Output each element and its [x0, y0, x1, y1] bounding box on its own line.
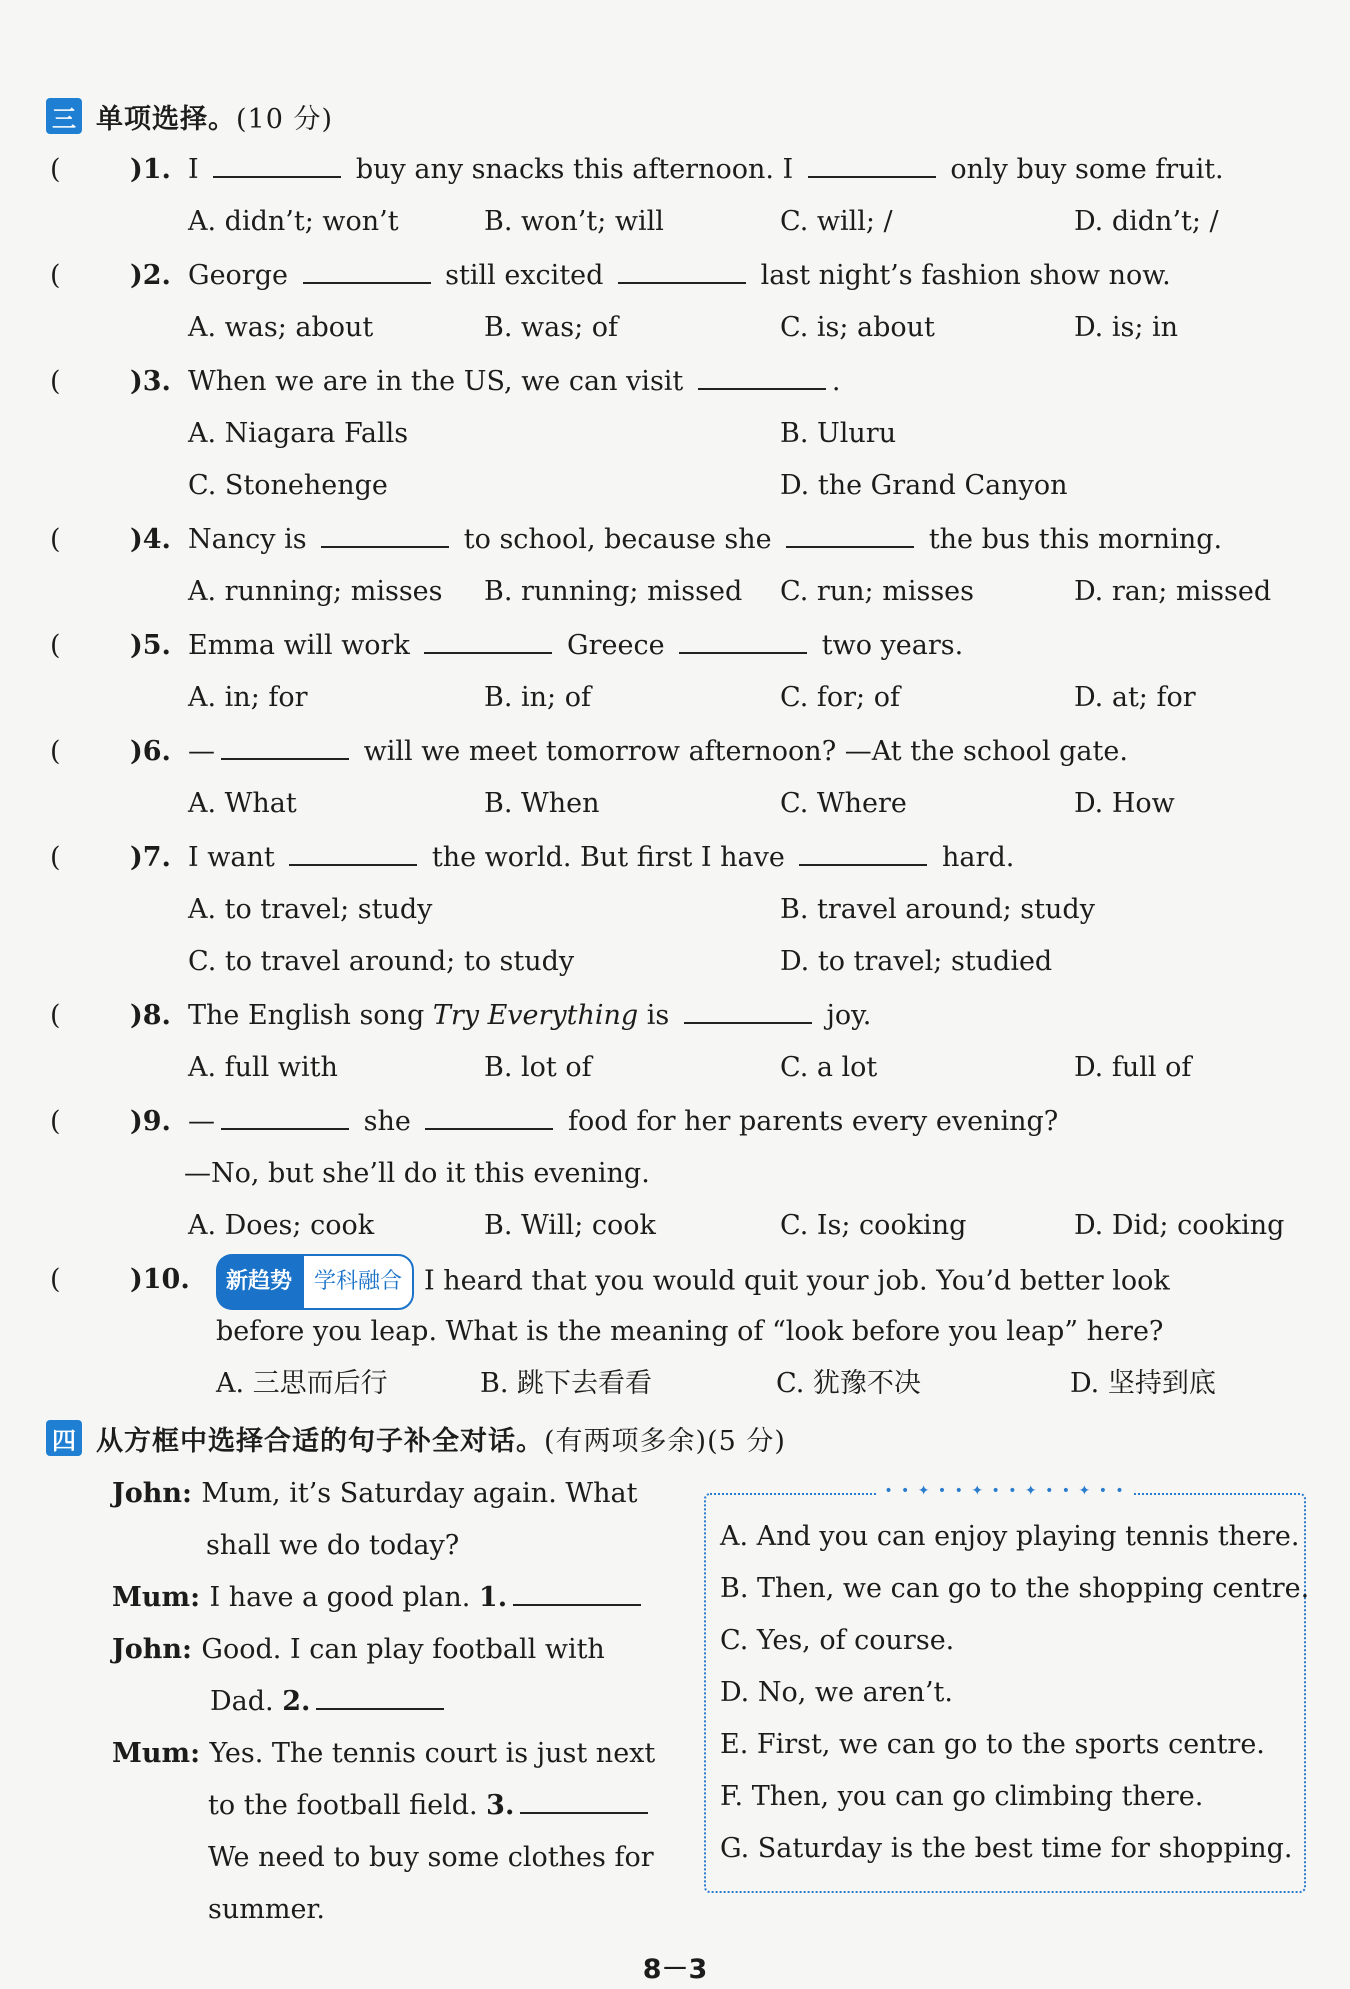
option-d[interactable]: D. 坚持到底	[1070, 1368, 1216, 1399]
answer-blank-1[interactable]	[513, 1582, 641, 1606]
question-3-options-row2	[188, 460, 1318, 512]
answer-blank[interactable]	[684, 1000, 812, 1024]
option-d[interactable]: D. didn’t; /	[1074, 206, 1219, 237]
option-b[interactable]: B. Uluru	[780, 418, 897, 449]
choice-e[interactable]: E. First, we can go to the sports centre.	[720, 1729, 1265, 1760]
answer-blank[interactable]	[303, 260, 431, 284]
dialogue-line: shall we do today?	[206, 1530, 460, 1561]
option-d[interactable]: D. full of	[1074, 1052, 1192, 1083]
question-3: ( )3. When we are in the US, we can visit .	[50, 356, 1320, 408]
question-number: )3.	[130, 366, 171, 397]
option-d[interactable]: D. Did; cooking	[1074, 1210, 1285, 1241]
option-c[interactable]: C. to travel around; to study	[188, 946, 575, 977]
answer-blank-3[interactable]	[520, 1790, 648, 1814]
section-4-score: (有两项多余)(5 分)	[544, 1425, 786, 1457]
option-d[interactable]: D. How	[1074, 788, 1175, 819]
question-number: )9.	[130, 1106, 171, 1137]
option-a[interactable]: A. Niagara Falls	[188, 418, 409, 449]
choice-f[interactable]: F. Then, you can go climbing there.	[720, 1781, 1204, 1812]
dialogue-line: Mum: Yes. The tennis court is just next	[112, 1738, 656, 1769]
option-d[interactable]: D. is; in	[1074, 312, 1179, 343]
option-b[interactable]: B. was; of	[484, 312, 618, 343]
option-c[interactable]: C. is; about	[780, 312, 935, 343]
question-10: ( )10. 新趋势 学科融合 I heard that you would quit your job. You’d better look	[50, 1254, 1320, 1306]
question-number: )6.	[130, 736, 171, 767]
dialogue-line: to the football field. 3.	[208, 1780, 654, 1832]
question-9-reply: —No, but she’ll do it this evening.	[184, 1158, 650, 1189]
question-1-options	[188, 196, 1318, 248]
dialogue-line: Mum: I have a good plan. 1.	[112, 1572, 647, 1624]
answer-blank[interactable]	[786, 524, 914, 548]
question-8-options	[188, 1042, 1318, 1094]
question-10-line2: before you leap. What is the meaning of “look before you leap” here?	[216, 1316, 1164, 1347]
box-decoration: • • ✦ • • ✦ • • ✦ • • ✦ • •	[706, 1483, 1304, 1499]
option-a[interactable]: A. was; about	[188, 312, 374, 343]
question-10-options	[216, 1358, 1316, 1410]
question-7-options-row1	[188, 884, 1318, 936]
question-6-options	[188, 778, 1318, 830]
question-7-options-row2	[188, 936, 1318, 988]
option-a[interactable]: A. to travel; study	[188, 894, 433, 925]
question-number: )10.	[130, 1264, 190, 1295]
option-c[interactable]: C. Stonehenge	[188, 470, 388, 501]
option-d[interactable]: D. at; for	[1074, 682, 1196, 713]
section-3-badge: 三	[46, 98, 82, 134]
trend-tag-label: 新趋势	[216, 1254, 302, 1310]
question-8: ( )8. The English song Try Everything is joy.	[50, 990, 1320, 1042]
dialogue-line: summer.	[208, 1894, 325, 1925]
speaker-mum: Mum:	[112, 1738, 210, 1769]
section-4-heading	[46, 1418, 786, 1458]
dialogue-line: John: Good. I can play football with	[112, 1634, 605, 1665]
answer-blank[interactable]	[221, 736, 349, 760]
question-number: )2.	[130, 260, 171, 291]
option-b[interactable]: B. 跳下去看看	[480, 1368, 653, 1399]
option-c[interactable]: C. Where	[780, 788, 907, 819]
option-a[interactable]: A. What	[188, 788, 297, 819]
option-a[interactable]: A. didn’t; won’t	[188, 206, 399, 237]
dialogue-line: John: Mum, it’s Saturday again. What	[112, 1478, 638, 1509]
dialogue-line: We need to buy some clothes for	[208, 1842, 654, 1873]
page-number: 8－3	[642, 1954, 708, 1985]
choice-box	[704, 1483, 1310, 1893]
option-c[interactable]: C. will; /	[780, 206, 893, 237]
answer-blank[interactable]	[679, 630, 807, 654]
choice-g[interactable]: G. Saturday is the best time for shopping.	[720, 1833, 1293, 1864]
section-4-badge: 四	[46, 1420, 82, 1456]
answer-blank[interactable]	[289, 842, 417, 866]
answer-blank[interactable]	[213, 154, 341, 178]
question-number: )4.	[130, 524, 171, 555]
question-1: ( )1. I buy any snacks this afternoon. I only buy some fruit.	[50, 144, 1320, 196]
option-d[interactable]: D. the Grand Canyon	[780, 470, 1068, 501]
choice-d[interactable]: D. No, we aren’t.	[720, 1677, 953, 1708]
question-6: ( )6. — will we meet tomorrow afternoon? —At the school gate.	[50, 726, 1320, 778]
option-a[interactable]: A. running; misses	[188, 576, 443, 607]
question-5: ( )5. Emma will work Greece two years.	[50, 620, 1320, 672]
question-9-options	[188, 1200, 1318, 1252]
subject-tag-label: 学科融合	[302, 1254, 414, 1310]
question-9: ( )9. — she food for her parents every evening?	[50, 1096, 1320, 1148]
answer-blank[interactable]	[424, 630, 552, 654]
option-a[interactable]: A. Does; cook	[188, 1210, 375, 1241]
option-b[interactable]: B. running; missed	[484, 576, 743, 607]
option-a[interactable]: A. in; for	[188, 682, 308, 713]
choice-c[interactable]: C. Yes, of course.	[720, 1625, 955, 1656]
trend-tag	[216, 1254, 414, 1310]
choice-a[interactable]: A. And you can enjoy playing tennis there.	[720, 1521, 1300, 1552]
question-number: )8.	[130, 1000, 171, 1031]
choice-b[interactable]: B. Then, we can go to the shopping centre.	[720, 1573, 1310, 1604]
question-number: )1.	[130, 154, 171, 185]
option-c[interactable]: C. a lot	[780, 1052, 878, 1083]
question-5-options	[188, 672, 1318, 724]
option-c[interactable]: C. 犹豫不决	[776, 1368, 921, 1399]
answer-blank[interactable]	[698, 366, 826, 390]
speaker-john: John:	[112, 1634, 202, 1665]
option-c[interactable]: C. for; of	[780, 682, 900, 713]
question-2: ( )2. George still excited last night’s fashion show now.	[50, 250, 1320, 302]
answer-blank[interactable]	[425, 1106, 553, 1130]
answer-blank[interactable]	[618, 260, 746, 284]
option-b[interactable]: B. in; of	[484, 682, 591, 713]
answer-blank-2[interactable]	[316, 1686, 444, 1710]
option-b[interactable]: B. Will; cook	[484, 1210, 656, 1241]
section-4-title: 从方框中选择合适的句子补全对话。	[96, 1425, 544, 1457]
section-3-title: 单项选择。	[96, 103, 236, 135]
option-c[interactable]: C. Is; cooking	[780, 1210, 967, 1241]
question-7: ( )7. I want the world. But first I have hard.	[50, 832, 1320, 884]
section-3-score: (10 分)	[236, 103, 334, 135]
option-b[interactable]: B. lot of	[484, 1052, 592, 1083]
option-a[interactable]: A. 三思而后行	[216, 1368, 388, 1399]
song-title: Try Everything	[432, 1000, 639, 1031]
answer-blank[interactable]	[808, 154, 936, 178]
option-d[interactable]: D. ran; missed	[1074, 576, 1272, 607]
answer-blank[interactable]	[799, 842, 927, 866]
option-b[interactable]: B. travel around; study	[780, 894, 1095, 925]
dialogue-line: Dad. 2.	[210, 1676, 450, 1728]
question-4: ( )4. Nancy is to school, because she the bus this morning.	[50, 514, 1320, 566]
option-b[interactable]: B. When	[484, 788, 600, 819]
question-3-options-row1	[188, 408, 1318, 460]
answer-blank[interactable]	[321, 524, 449, 548]
speaker-john: John:	[112, 1478, 202, 1509]
option-a[interactable]: A. full with	[188, 1052, 338, 1083]
section-3-heading	[46, 96, 333, 136]
question-2-options	[188, 302, 1318, 354]
option-d[interactable]: D. to travel; studied	[780, 946, 1053, 977]
speaker-mum: Mum:	[112, 1582, 210, 1613]
question-4-options	[188, 566, 1318, 618]
question-number: )7.	[130, 842, 171, 873]
option-c[interactable]: C. run; misses	[780, 576, 975, 607]
answer-blank[interactable]	[221, 1106, 349, 1130]
question-number: )5.	[130, 630, 171, 661]
option-b[interactable]: B. won’t; will	[484, 206, 664, 237]
